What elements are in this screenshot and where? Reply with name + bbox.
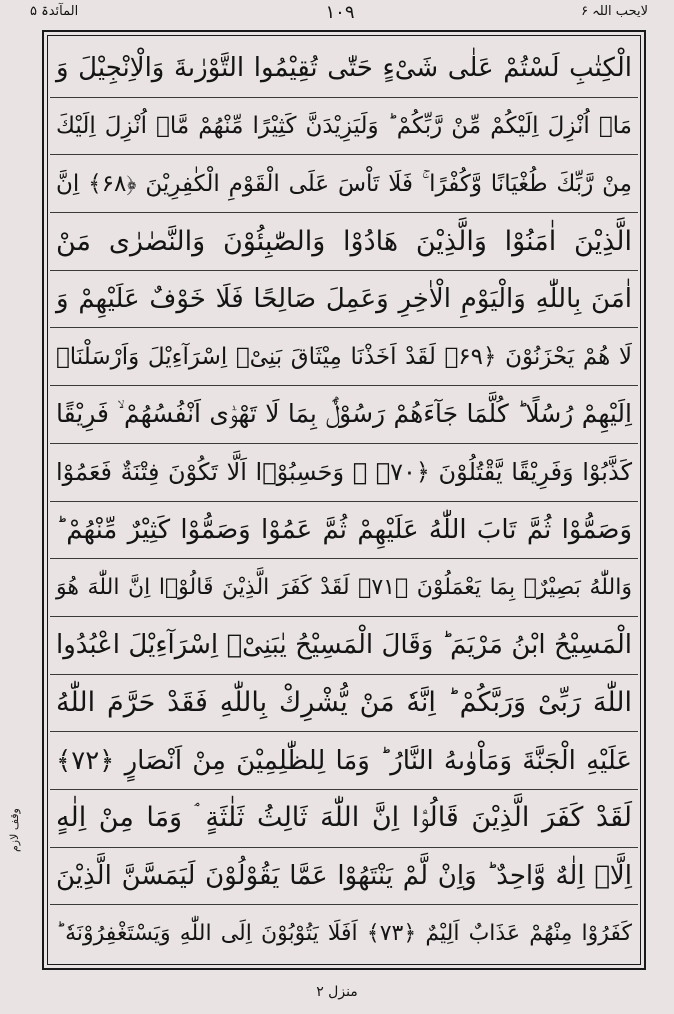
text-line — [50, 617, 638, 675]
line-text: الْمَسِیْحُ ابْنُ مَرْیَمَ ؕ وَقَالَ الْمَسِیْحُ یٰبَنِیْۤ اِسْرَآءِیْلَ اعْبُدُوا — [56, 630, 632, 661]
page-header — [0, 0, 674, 30]
text-line — [50, 502, 638, 560]
text-body — [50, 40, 638, 962]
line-text: کَذَّبُوْا وَفَرِیْقًا یَّقْتُلُوْنَ ﴿۷۰﴾ ۙ وَحَسِبُوْۤا اَلَّا تَکُوْنَ فِتْنَةٌ فَعَمُوْا — [56, 458, 632, 487]
text-line — [50, 98, 638, 156]
line-text: اٰمَنَ بِاللّٰهِ وَالْیَوْمِ الْاٰخِرِ وَعَمِلَ صَالِحًا فَلَا خَوْفٌ عَلَیْهِمْ وَ — [56, 284, 632, 315]
line-text: کَفَرُوْا مِنْهُمْ عَذَابٌ اَلِیْمٌ ﴿۷۳﴾ اَفَلَا یَتُوْبُوْنَ اِلَی اللّٰهِ وَیَسْتَغْفِرُوْنَهٗ ؕ — [56, 921, 633, 947]
line-text: وَصَمُّوْا ثُمَّ تَابَ اللّٰهُ عَلَیْهِمْ ثُمَّ عَمُوْا وَصَمُّوْا کَثِیْرٌ مِّنْهُمْ ؕ — [56, 514, 632, 545]
text-line — [50, 213, 638, 271]
line-text: اللّٰهَ رَبِّیْ وَرَبَّکُمْ ؕ اِنَّهٗ مَنْ یُّشْرِكْ بِاللّٰهِ فَقَدْ حَرَّمَ اللّٰهُ — [56, 687, 632, 719]
line-text: عَلَیْهِ الْجَنَّةَ وَمَاْوٰىهُ النَّارُ ؕ وَمَا لِلظّٰلِمِیْنَ مِنْ اَنْصَارٍ ﴿۷۲﴾ — [56, 745, 632, 776]
text-line — [50, 271, 638, 329]
manzil-footer: منزل ۲ — [316, 984, 358, 1000]
line-text: لَا هُمْ یَحْزَنُوْنَ ﴿۶۹﴾ لَقَدْ اَخَذْنَا مِیْثَاقَ بَنِیْۤ اِسْرَآءِیْلَ وَاَرْسَلْنَاۤ — [56, 343, 633, 370]
surah-name: المآئدۃ ۵ — [30, 4, 79, 19]
line-text: لَقَدْ کَفَرَ الَّذِیْنَ قَالُوْۤا اِنَّ اللّٰهَ ثَالِثُ ثَلٰثَةٍ ۘ وَمَا مِنْ اِلٰهٍ — [56, 802, 632, 834]
line-text: مَاۤ اُنْزِلَ اِلَیْکُمْ مِّنْ رَّبِّکُمْ ؕ وَلَیَزِیْدَنَّ کَثِیْرًا مِّنْهُمْ مَّاۤ اُنْزِلَ اِلَیْكَ — [56, 113, 632, 140]
text-line — [50, 675, 638, 733]
line-text: الَّذِیْنَ اٰمَنُوْا وَالَّذِیْنَ هَادُوْا وَالصّٰبِئُوْنَ وَالنَّصٰرٰی مَنْ — [56, 225, 632, 257]
text-line — [50, 444, 638, 502]
line-text: اِلَیْهِمْ رُسُلًا ؕ کُلَّمَا جَآءَهُمْ رَسُوْلٌۢ بِمَا لَا تَهْوٰۤی اَنْفُسُهُمْ ۙ فَرِیْقًا — [56, 399, 632, 429]
page-number: ١٠٩ — [325, 2, 355, 23]
text-line — [50, 559, 638, 617]
line-text: اِلَّاۤ اِلٰهٌ وَّاحِدٌ ؕ وَاِنْ لَّمْ یَنْتَهُوْا عَمَّا یَقُوْلُوْنَ لَیَمَسَّنَّ الَّذِیْنَ — [56, 860, 632, 891]
text-line — [50, 155, 638, 213]
text-line — [50, 732, 638, 790]
text-line — [50, 386, 638, 444]
margin-waqf-note: وقف لازم — [8, 808, 21, 852]
text-line — [50, 905, 638, 962]
text-line — [50, 40, 638, 98]
line-text: وَاللّٰهُ بَصِیْرٌۢ بِمَا یَعْمَلُوْنَ ﴿۷۱﴾ لَقَدْ کَفَرَ الَّذِیْنَ قَالُوْۤا اِنَّ اللّٰهَ هُوَ — [56, 575, 632, 601]
para-name: لایحب اللہ ۶ — [581, 4, 648, 19]
text-line — [50, 328, 638, 386]
text-line — [50, 848, 638, 906]
line-text: الْکِتٰبِ لَسْتُمْ عَلٰی شَیْءٍ حَتّٰی تُقِیْمُوا التَّوْرٰىةَ وَالْاِنْجِیْلَ وَ — [56, 53, 632, 84]
text-line — [50, 790, 638, 848]
line-text: مِنْ رَّبِّكَ طُغْیَانًا وَّکُفْرًا ۚ فَلَا تَاْسَ عَلَی الْقَوْمِ الْکٰفِرِیْنَ ﴿۶۸﴾ اِنَّ — [56, 170, 632, 197]
